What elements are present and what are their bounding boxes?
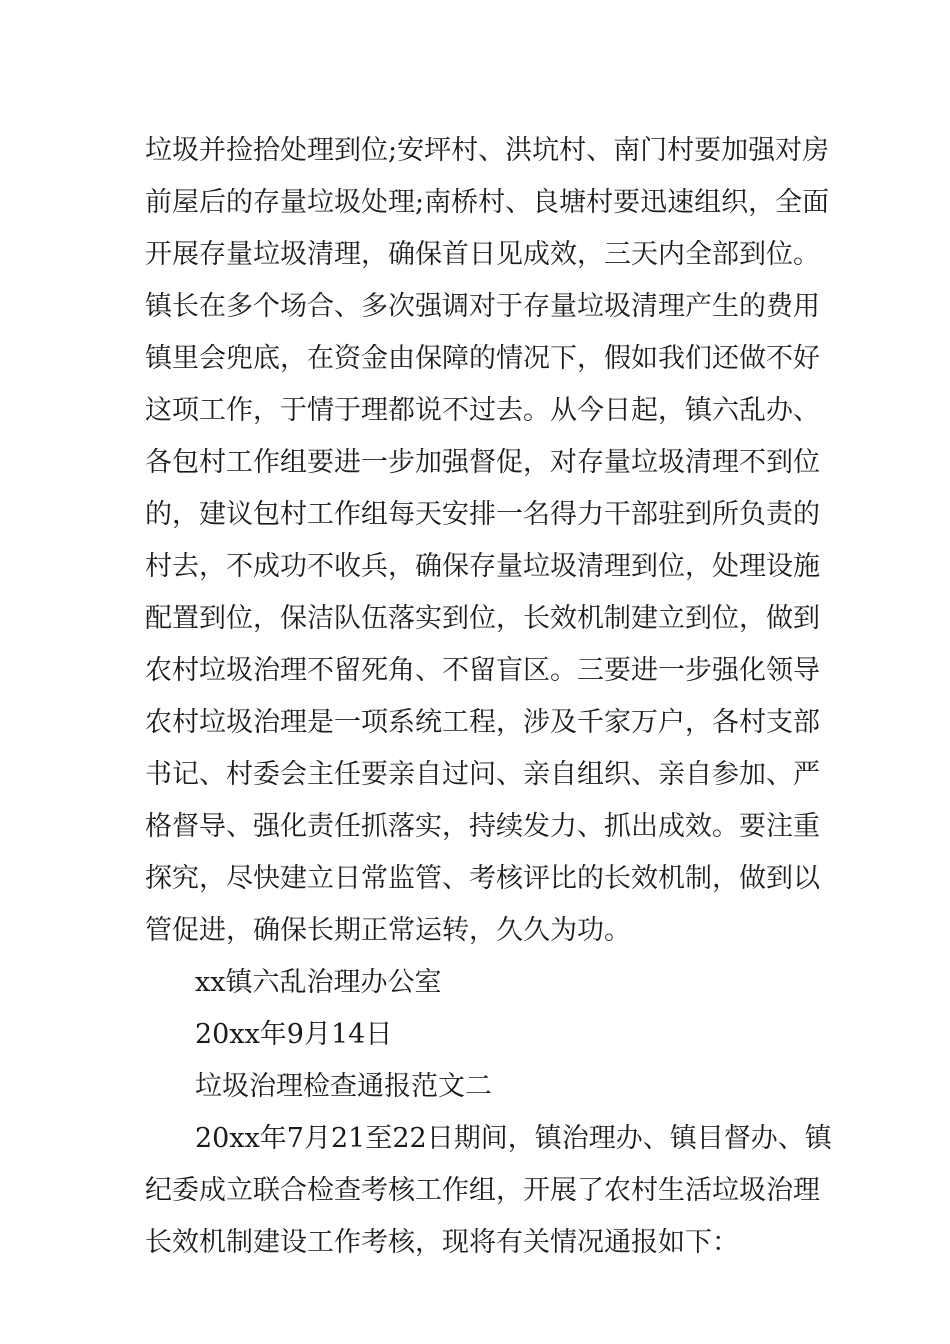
body-line-5: 镇里会兜底，在资金由保障的情况下，假如我们还做不好: [145, 343, 820, 374]
body-line-6: 这项工作，于情于理都说不过去。从今日起，镇六乱办、: [145, 395, 820, 426]
body-line-9: 村去，不成功不收兵，确保存量垃圾清理到位，处理设施: [145, 551, 820, 582]
body-line-15: 探究，尽快建立日常监管、考核评比的长效机制，做到以: [145, 863, 820, 894]
body-line-13: 书记、村委会主任要亲自过问、亲自组织、亲自参加、严: [145, 759, 820, 790]
body-line-2: 前屋后的存量垃圾处理;南桥村、良塘村要迅速组织，全面: [145, 187, 830, 218]
signature-org: xx镇六乱治理办公室: [195, 967, 442, 998]
body-line-16: 管促进，确保长期正常运转，久久为功。: [145, 915, 631, 946]
body-line-11: 农村垃圾治理不留死角、不留盲区。三要进一步强化领导: [145, 655, 820, 686]
section-title: 垃圾治理检查通报范文二: [195, 1071, 492, 1102]
para2-line-3: 长效机制建设工作考核，现将有关情况通报如下：: [145, 1227, 739, 1258]
body-line-10: 配置到位，保洁队伍落实到位，长效机制建立到位，做到: [145, 603, 820, 634]
para2-line-1: 20xx年7月21至22日期间，镇治理办、镇目督办、镇: [195, 1123, 832, 1154]
para2-line-2: 纪委成立联合检查考核工作组，开展了农村生活垃圾治理: [145, 1175, 820, 1206]
signature-date: 20xx年9月14日: [195, 1019, 393, 1050]
body-line-1: 垃圾并捡拾处理到位;安坪村、洪坑村、南门村要加强对房: [145, 135, 830, 166]
body-line-12: 农村垃圾治理是一项系统工程，涉及千家万户，各村支部: [145, 707, 820, 738]
body-line-4: 镇长在多个场合、多次强调对于存量垃圾清理产生的费用: [145, 291, 820, 322]
body-line-7: 各包村工作组要进一步加强督促，对存量垃圾清理不到位: [145, 447, 820, 478]
body-line-3: 开展存量垃圾清理，确保首日见成效，三天内全部到位。: [145, 239, 820, 270]
body-line-8: 的，建议包村工作组每天安排一名得力干部驻到所负责的: [145, 499, 820, 530]
body-line-14: 格督导、强化责任抓落实，持续发力、抓出成效。要注重: [145, 811, 820, 842]
